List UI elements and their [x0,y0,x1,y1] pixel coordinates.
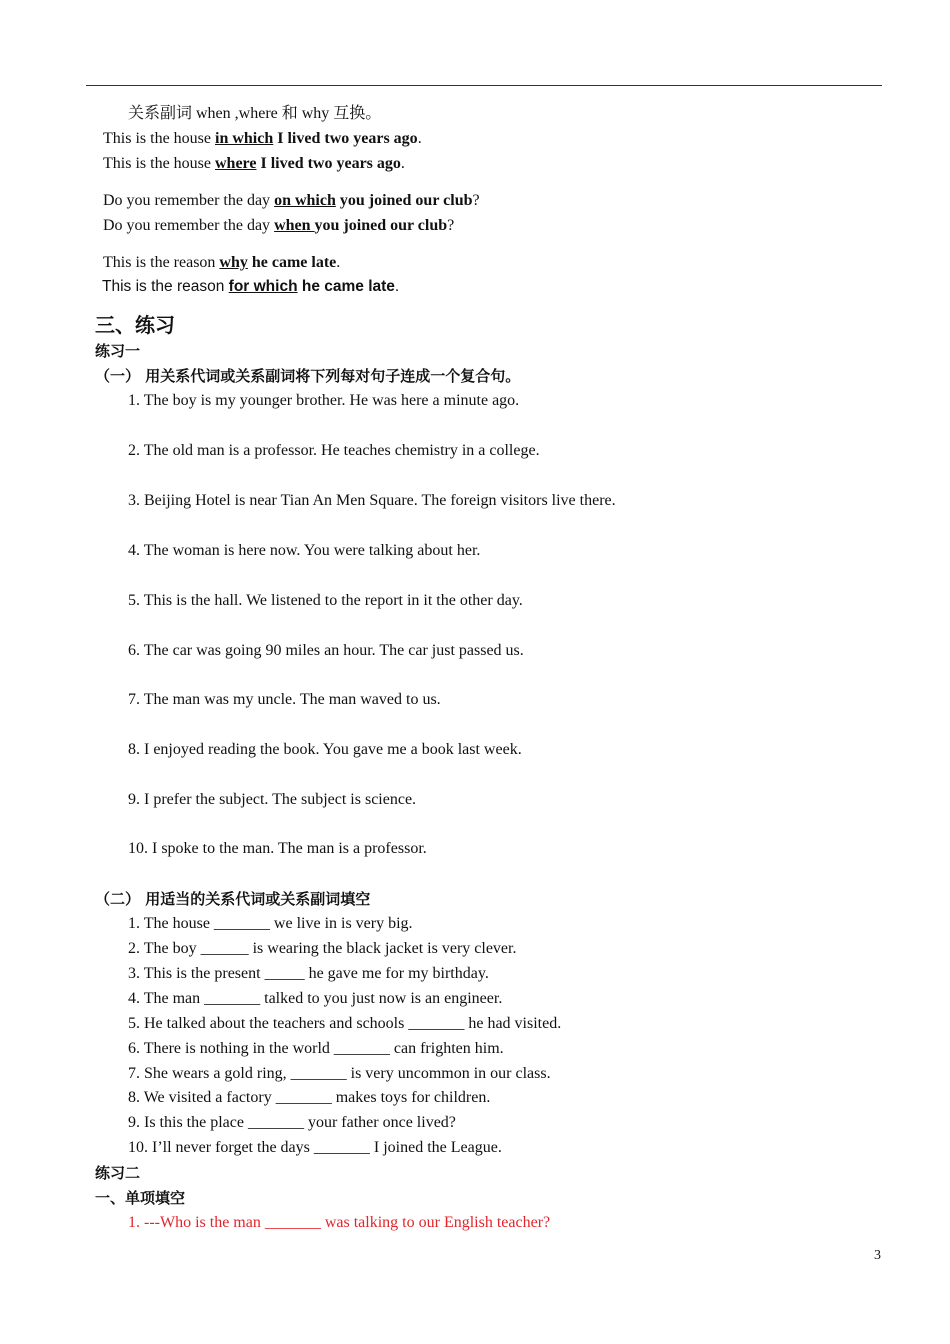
part-title: 一、单项填空 [95,1189,186,1207]
exercise-item: 4. The woman is here now. You were talking about her. [128,542,481,559]
exercise-item: 5. This is the hall. We listened to the report in it the other day. [128,592,523,609]
example-line: This is the house in which I lived two years ago. [103,130,422,147]
intro-text: 关系副词 when ,where 和 why 互换。 [128,105,382,122]
fill-blank-item: 3. This is the present _____ he gave me for my birthday. [128,965,489,982]
part-title: （二） 用适当的关系代词或关系副词填空 [95,890,371,908]
example-line: Do you remember the day on which you joined our club? [103,192,480,209]
header-rule [86,85,882,86]
exercise-item: 1. The boy is my younger brother. He was here a minute ago. [128,392,520,409]
example-line: This is the reason why he came late. [103,254,341,271]
fill-blank-item: 4. The man _______ talked to you just now is an engineer. [128,990,503,1007]
exercise-item: 2. The old man is a professor. He teaches chemistry in a college. [128,442,540,459]
exercise-item: 9. I prefer the subject. The subject is science. [128,791,417,808]
exercise-item: 8. I enjoyed reading the book. You gave me a book last week. [128,741,522,758]
fill-blank-item: 2. The boy ______ is wearing the black jacket is very clever. [128,940,517,957]
exercise-title: 练习一 [95,342,141,360]
fill-blank-item: 8. We visited a factory _______ makes toys for children. [128,1089,491,1106]
exercise-item: 3. Beijing Hotel is near Tian An Men Square. The foreign visitors live there. [128,492,616,509]
example-line: This is the house where I lived two years ago. [103,155,405,172]
section-title: 三、练习 [95,313,175,337]
page-number: 3 [874,1248,881,1263]
exercise-title: 练习二 [95,1164,141,1182]
fill-blank-item: 7. She wears a gold ring, _______ is very uncommon in our class. [128,1065,551,1082]
example-line: Do you remember the day when you joined our club? [103,217,455,234]
question-item: 1. ---Who is the man _______ was talking to our English teacher? [128,1214,551,1231]
fill-blank-item: 6. There is nothing in the world _______ can frighten him. [128,1040,504,1057]
exercise-item: 6. The car was going 90 miles an hour. The car just passed us. [128,642,524,659]
example-line: This is the reason for which he came late. [102,278,400,295]
fill-blank-item: 5. He talked about the teachers and schools _______ he had visited. [128,1015,562,1032]
fill-blank-item: 10. I’ll never forget the days _______ I joined the League. [128,1139,502,1156]
part-title: （一） 用关系代词或关系副词将下列每对句子连成一个复合句。 [95,367,521,385]
fill-blank-item: 1. The house _______ we live in is very big. [128,915,413,932]
exercise-item: 7. The man was my uncle. The man waved to us. [128,691,441,708]
exercise-item: 10. I spoke to the man. The man is a professor. [128,840,427,857]
fill-blank-item: 9. Is this the place _______ your father once lived? [128,1114,456,1131]
